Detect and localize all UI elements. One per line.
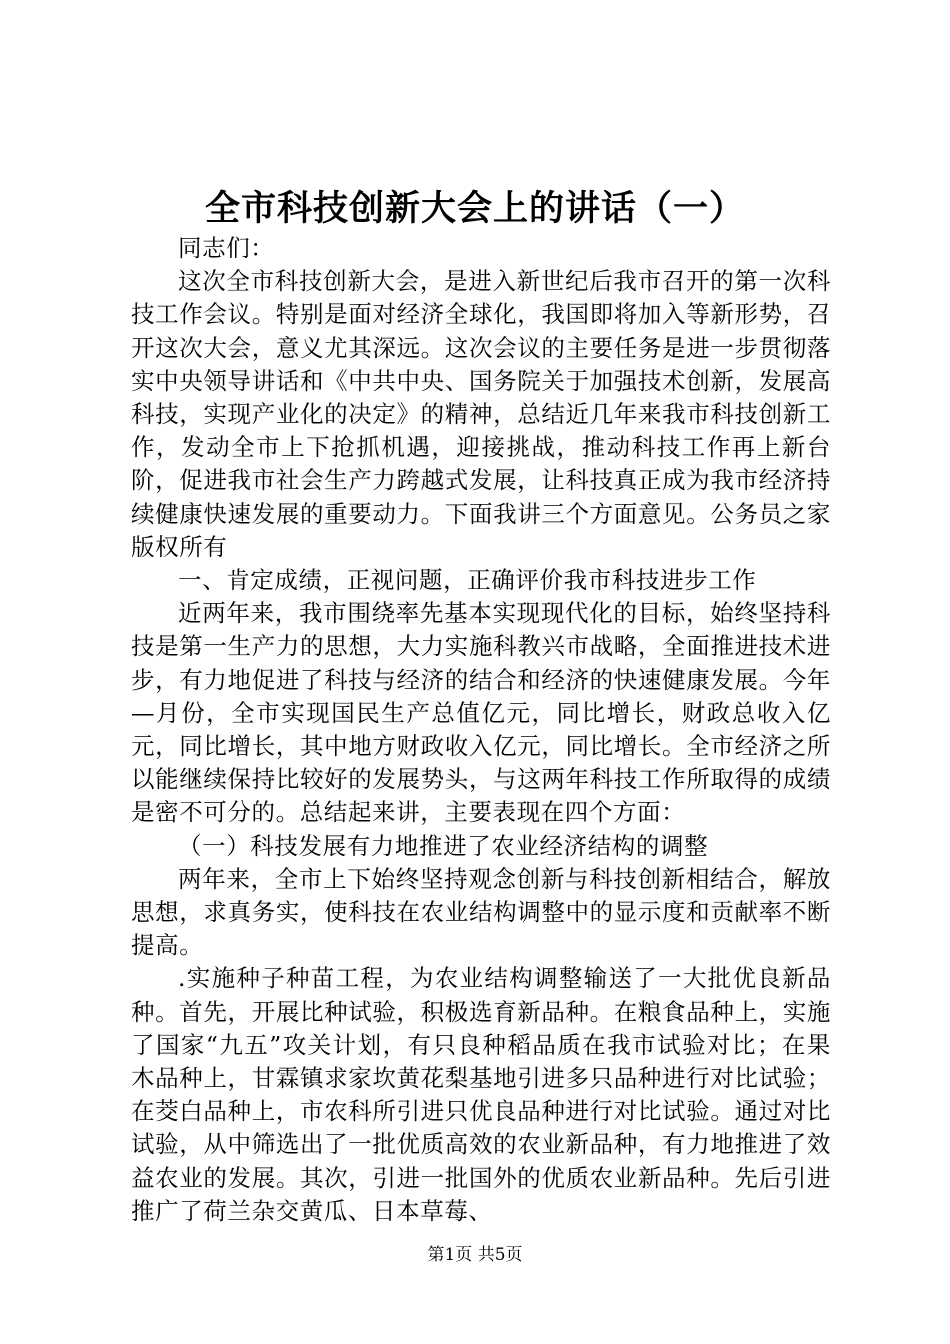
section-heading-1: 一、肯定成绩，正视问题，正确评价我市科技进步工作 — [178, 566, 757, 595]
page-number-footer: 第1页 共5页 — [427, 1245, 523, 1265]
salutation-paragraph: 同志们： — [178, 234, 275, 262]
agriculture-paragraph: 两年来，全市上下始终坚持观念创新与科技创新相结合，解放思想，求真务实，使科技在农业结构调整中的显示度和贡献率不断提高。 — [131, 864, 831, 960]
subsection-heading-1: （一）科技发展有力地推进了农业经济结构的调整 — [178, 831, 709, 860]
intro-paragraph: 这次全市科技创新大会，是进入新世纪后我市召开的第一次科技工作会议。特别是面对经济全球化，我国即将加入等新形势，召开这次大会，意义尤其深远。这次会议的主要任务是进一步贯彻落实中央领导讲话和《中共中央、国务院关于加强技术创新，发展高科技，实现产业化的决定》的精神，总结近几年来我市科技创新工作，发动全市上下抢抓机遇，迎接挑战，推动科技工作再上新台阶，促进我市社会生产力跨越式发展，让科技真正成为我市经济持续健康快速发展的重要动力。下面我讲三个方面意见。公务员之家版权所有 — [131, 267, 831, 561]
document-title: 全市科技创新大会上的讲话（一） — [204, 189, 745, 229]
document-body — [131, 232, 831, 1228]
achievements-paragraph: 近两年来，我市围绕率先基本实现现代化的目标，始终坚持科技是第一生产力的思想，大力实施科教兴市战略，全面推进技术进步，有力地促进了科技与经济的结合和经济的快速健康发展。今年—月份，全市实现国民生产总值亿元，同比增长，财政总收入亿元，同比增长，其中地方财政收入亿元，同比增长。全市经济之所以能继续保持比较好的发展势头，与这两年科技工作所取得的成绩是密不可分的。总结起来讲，主要表现在四个方面： — [131, 599, 831, 827]
seed-project-paragraph: .实施种子种苗工程，为农业结构调整输送了一大批优良新品种。首先，开展比种试验，积极选育新品种。在粮食品种上，实施了国家“九五”攻关计划，有只良种稻品质在我市试验对比；在果木品种上，甘霖镇求家坎黄花梨基地引进多只品种进行对比试验；在茭白品种上，市农科所引进只优良品种进行对比试验。通过对比试验，从中筛选出了一批优质高效的农业新品种，有力地推进了效益农业的发展。其次，引进一批国外的优质农业新品种。先后引进推广了荷兰杂交黄瓜、日本草莓、 — [131, 964, 831, 1225]
